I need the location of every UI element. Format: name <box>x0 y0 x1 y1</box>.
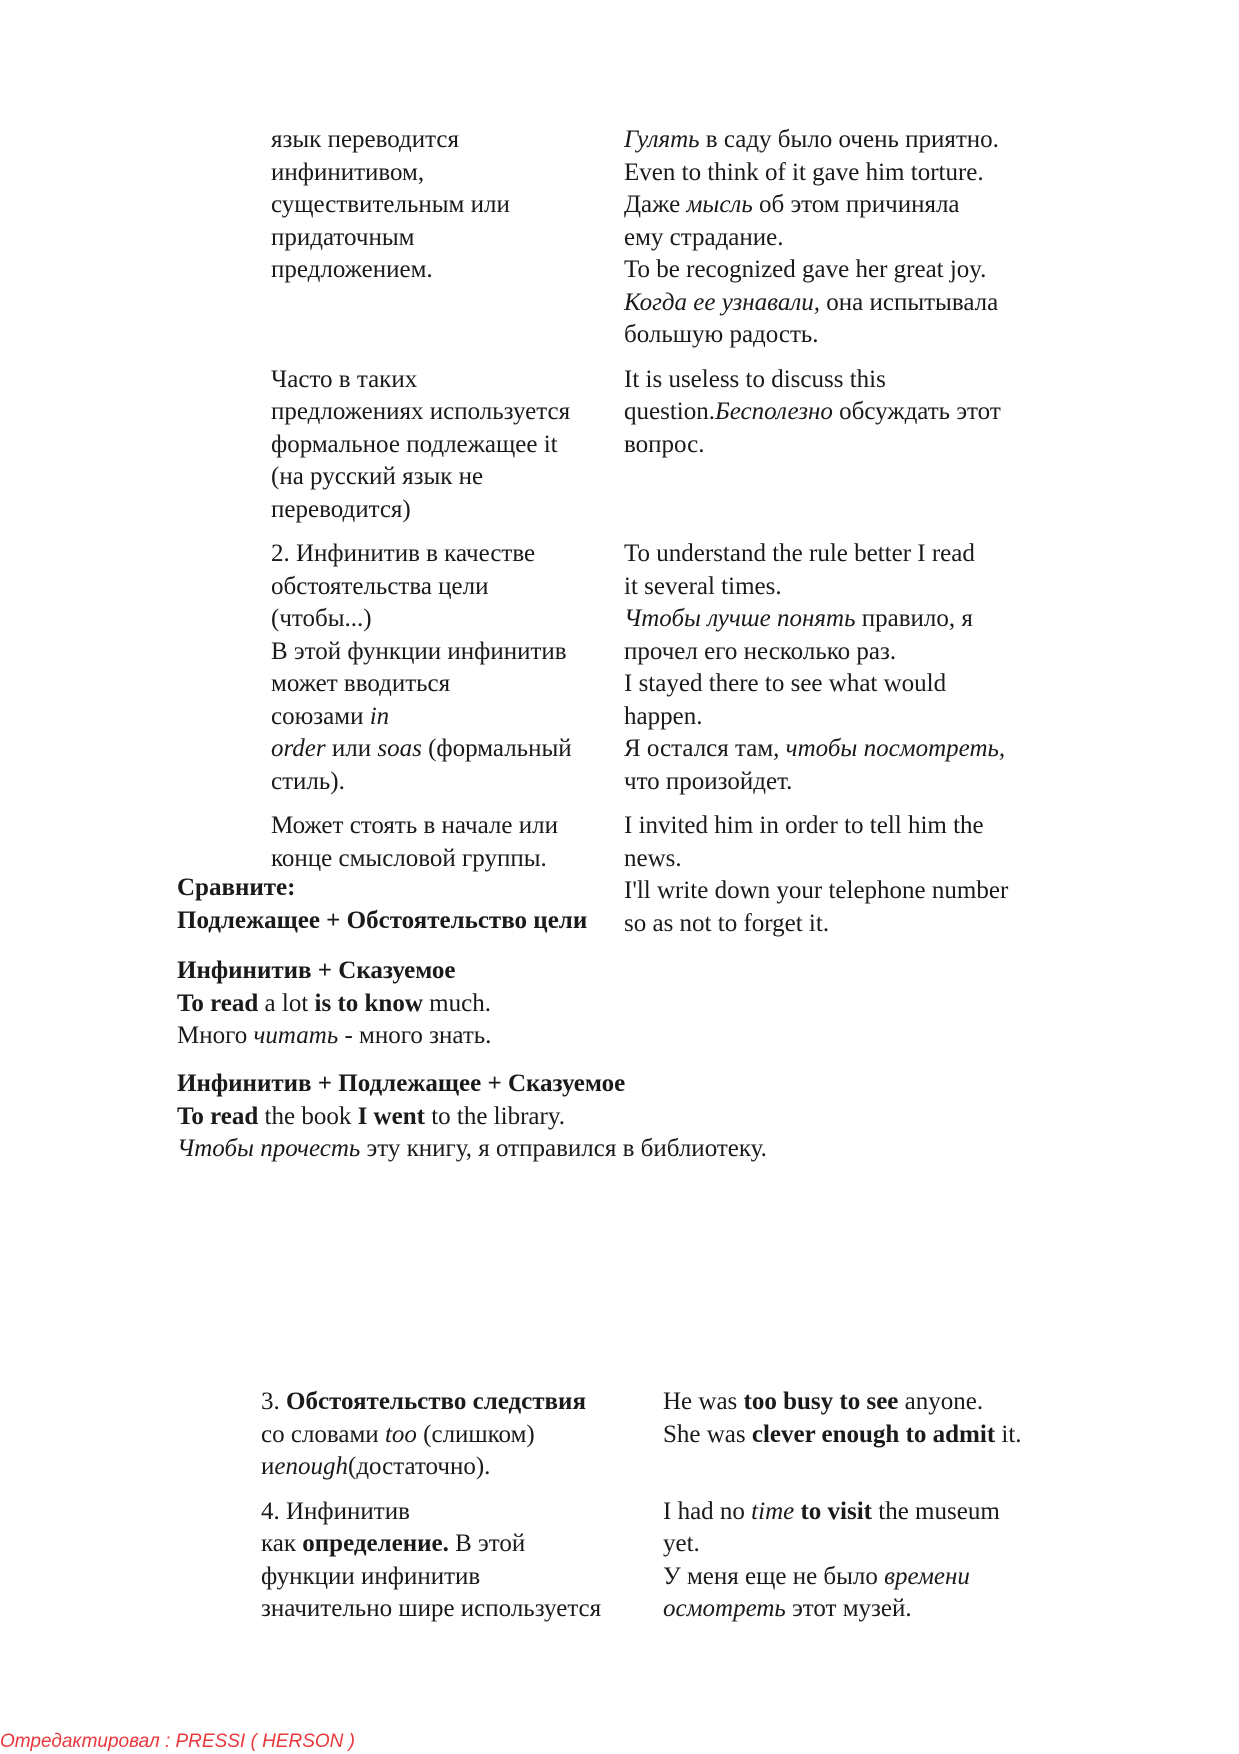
text-line <box>271 636 624 669</box>
text-line <box>624 766 1061 799</box>
italic-text: Гулять <box>624 126 700 153</box>
text-line <box>663 1419 1071 1452</box>
text-line <box>624 636 1061 669</box>
text-line <box>663 1528 1071 1561</box>
bold-text: Подлежащее + Обстоятельство цели <box>177 906 588 934</box>
table-row <box>271 538 1061 798</box>
text-line <box>177 905 1157 938</box>
text-line <box>271 538 624 571</box>
text-run: (слишком) <box>416 1420 535 1448</box>
text-line <box>624 364 1061 397</box>
text-line <box>177 872 1157 905</box>
text-run: предложениях используется <box>271 398 571 425</box>
text-run: В этой функции инфинитив <box>271 637 567 665</box>
text-run: существительным или <box>271 191 510 218</box>
example-cell <box>663 1386 1071 1484</box>
text-run: она испытывала <box>820 288 999 316</box>
text-run: - много знать. <box>338 1022 492 1049</box>
text-run: 3. <box>261 1388 286 1415</box>
text-line <box>261 1496 663 1529</box>
text-line <box>624 668 1061 701</box>
text-line <box>271 396 624 429</box>
text-run: вопрос. <box>624 430 705 458</box>
text-run: anyone. <box>898 1388 984 1415</box>
row-spacer <box>261 1484 1071 1496</box>
italic-text: soas <box>377 735 422 762</box>
text-line <box>271 461 624 494</box>
text-run: yet. <box>663 1530 700 1557</box>
bold-text: Инфинитив + Сказуемое <box>177 957 456 984</box>
text-line <box>624 124 1061 157</box>
text-run: 4. Инфинитив <box>261 1497 410 1525</box>
italic-text: Чтобы лучше понять <box>624 605 856 632</box>
text-run: much. <box>422 989 491 1017</box>
text-run: I had no <box>663 1497 752 1525</box>
text-run: Даже <box>624 191 687 218</box>
example-infinitive-predicate <box>177 955 1157 1053</box>
rule-cell <box>271 538 624 798</box>
italic-text: мысль <box>686 191 753 218</box>
text-run: news. <box>624 844 682 872</box>
text-run: может вводиться <box>271 670 451 697</box>
text-run: эту книгу, я отправился в библиотеку. <box>360 1135 767 1162</box>
text-run: it. <box>995 1420 1022 1448</box>
text-run: и <box>261 1453 275 1480</box>
bold-text: определение. <box>302 1530 449 1557</box>
grammar-table-top <box>271 124 1061 940</box>
row-spacer <box>271 526 1061 538</box>
text-line <box>271 124 624 157</box>
italic-text: времени <box>884 1562 970 1590</box>
text-line <box>271 766 624 799</box>
text-run: со словами <box>261 1420 385 1448</box>
italic-text: Бесполезно <box>714 398 833 425</box>
text-run: Even to think of it gave him torture. <box>624 158 984 186</box>
compare-heading <box>177 872 1157 937</box>
text-line <box>624 319 1061 352</box>
text-line <box>624 396 1061 429</box>
text-line <box>271 843 624 876</box>
text-line <box>177 1101 1157 1134</box>
text-run: стиль). <box>271 767 345 795</box>
text-run: обстоятельства цели <box>271 572 489 600</box>
table-row <box>261 1496 1071 1626</box>
text-line <box>624 603 1061 636</box>
text-run: (достаточно). <box>348 1453 491 1480</box>
text-line <box>271 429 624 462</box>
rule-cell <box>271 364 624 527</box>
text-run: She was <box>663 1420 752 1448</box>
text-run: формальное подлежащее it <box>271 430 558 458</box>
text-run: to the library. <box>424 1102 565 1130</box>
text-run: I invited him in order to tell him the <box>624 812 984 839</box>
text-line <box>624 843 1061 876</box>
italic-text: чтобы посмотреть, <box>785 735 1006 762</box>
text-run: Может стоять в начале или <box>271 812 558 839</box>
text-run: значительно шире используется <box>261 1595 602 1622</box>
text-line <box>261 1528 663 1561</box>
text-run: что произойдет. <box>624 767 793 795</box>
text-run: the museum <box>872 1497 1000 1525</box>
table-row <box>271 364 1061 527</box>
text-run: В этой <box>448 1530 526 1557</box>
bold-text: I went <box>357 1102 425 1130</box>
example-cell <box>624 364 1061 527</box>
text-run: прочел его несколько раз. <box>624 637 897 665</box>
text-line <box>624 429 1061 462</box>
text-run: I'll write down your telephone number <box>624 877 1009 904</box>
text-run: To be recognized gave her great joy. <box>624 256 987 283</box>
italic-text: order <box>271 735 326 762</box>
text-line <box>624 733 1061 766</box>
text-run: этот музей. <box>785 1595 912 1622</box>
text-line <box>177 1020 1157 1053</box>
text-line <box>271 189 624 222</box>
example-cell <box>624 538 1061 798</box>
text-run: It is useless to discuss this <box>624 365 886 393</box>
grammar-table-bottom <box>261 1386 1071 1626</box>
italic-text: too <box>384 1420 417 1448</box>
text-run: функции инфинитив <box>261 1562 481 1590</box>
footer-editor-credit: Отредактировал : PRESSI ( HERSON ) <box>0 1731 355 1752</box>
table-row <box>271 124 1061 352</box>
text-line <box>271 157 624 190</box>
table-row <box>261 1386 1071 1484</box>
text-line <box>663 1496 1071 1529</box>
example-cell <box>663 1496 1071 1626</box>
text-run: правило, я <box>855 605 973 632</box>
text-run: (формальный <box>421 735 572 762</box>
text-run: question. <box>624 398 715 425</box>
text-run: союзами <box>271 702 370 730</box>
italic-text: Чтобы прочесть <box>177 1135 361 1162</box>
text-line <box>177 988 1157 1021</box>
italic-text: time <box>751 1497 795 1525</box>
text-line <box>261 1561 663 1594</box>
text-line <box>261 1419 663 1452</box>
text-line <box>177 1068 1157 1101</box>
italic-text: in <box>369 702 390 730</box>
text-run: конце смысловой группы. <box>271 844 547 872</box>
text-line <box>271 810 624 843</box>
text-line <box>261 1451 663 1484</box>
text-line <box>624 701 1061 734</box>
text-line <box>624 810 1061 843</box>
text-line <box>663 1593 1071 1626</box>
text-run: 2. Инфинитив в качестве <box>271 540 536 567</box>
text-line <box>271 364 624 397</box>
text-line <box>177 1133 1157 1166</box>
text-line <box>624 254 1061 287</box>
rule-cell <box>261 1496 663 1626</box>
text-run: ему страдание. <box>624 223 784 251</box>
text-run: He was <box>663 1388 744 1415</box>
bold-text: to visit <box>800 1497 872 1525</box>
text-run: I stayed there to see what would <box>624 670 947 697</box>
example-cell <box>624 124 1061 352</box>
text-run: Часто в таких <box>271 365 418 393</box>
bold-text: To read <box>177 989 259 1017</box>
row-spacer <box>271 798 1061 810</box>
bold-text: To read <box>177 1102 259 1130</box>
bold-text: Обстоятельство следствия <box>286 1388 586 1415</box>
text-line <box>261 1593 663 1626</box>
text-line <box>177 955 1157 988</box>
example-infinitive-subject-predicate <box>177 1068 1157 1166</box>
text-line <box>663 1386 1071 1419</box>
text-run: большую радость. <box>624 321 819 348</box>
text-run: happen. <box>624 702 703 730</box>
text-run: переводится) <box>271 495 411 523</box>
text-run: инфинитивом, <box>271 158 425 186</box>
bold-text: Инфинитив + Подлежащее + Сказуемое <box>177 1070 626 1097</box>
text-line <box>624 222 1061 255</box>
text-run: the book <box>258 1102 358 1130</box>
rule-cell <box>261 1386 663 1484</box>
text-line <box>271 254 624 287</box>
text-line <box>624 571 1061 604</box>
text-run: язык переводится <box>271 126 459 153</box>
italic-text: читать <box>253 1022 339 1049</box>
text-run: или <box>325 735 378 762</box>
bold-text: clever enough to admit <box>751 1420 996 1448</box>
text-line <box>624 157 1061 190</box>
text-line <box>271 603 624 636</box>
text-run: У меня еще не было <box>663 1562 885 1590</box>
text-line <box>271 701 624 734</box>
text-run: a lot <box>258 989 315 1017</box>
text-line <box>271 668 624 701</box>
text-run: To understand the rule better I read <box>624 540 975 567</box>
text-run: предложением. <box>271 256 433 283</box>
bold-text: too busy to see <box>743 1388 899 1415</box>
text-line <box>271 222 624 255</box>
text-line <box>663 1561 1071 1594</box>
text-line <box>624 287 1061 320</box>
bold-text: is to know <box>314 989 423 1017</box>
text-line <box>271 571 624 604</box>
text-line <box>624 189 1061 222</box>
rule-cell <box>271 124 624 352</box>
text-run: об этом причиняла <box>752 191 960 218</box>
text-line <box>271 494 624 527</box>
bold-text: Сравните: <box>177 874 296 901</box>
text-run: it several times. <box>624 572 782 600</box>
text-run: как <box>261 1530 303 1557</box>
text-run: в саду было очень приятно. <box>699 126 999 153</box>
italic-text: enough <box>274 1453 348 1480</box>
text-run: (на русский язык не <box>271 463 484 490</box>
row-spacer <box>271 352 1061 364</box>
text-line <box>261 1386 663 1419</box>
text-line <box>624 538 1061 571</box>
text-run: придаточным <box>271 223 415 251</box>
italic-text: осмотреть <box>663 1595 786 1622</box>
text-run: so as not to forget it. <box>624 909 830 937</box>
italic-text: Когда ее узнавали, <box>624 288 820 316</box>
text-run: обсуждать этот <box>832 398 1001 425</box>
text-run: (чтобы...) <box>271 605 372 632</box>
text-run: Много <box>177 1022 254 1049</box>
text-line <box>271 733 624 766</box>
text-run: Я остался там, <box>624 735 786 762</box>
